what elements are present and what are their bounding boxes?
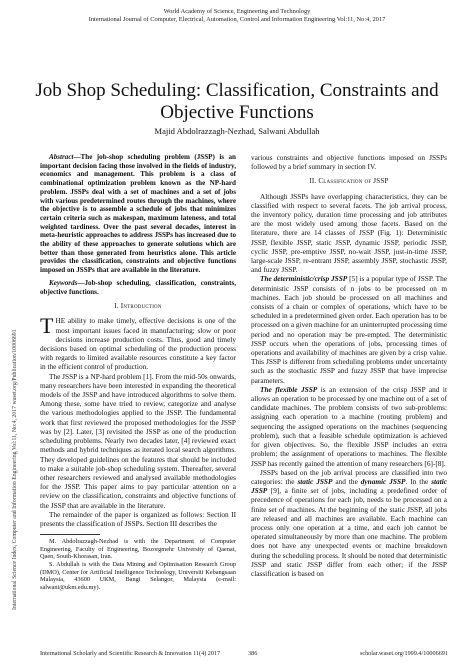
dynamic-jssp-label: dynamic JSSP — [360, 476, 406, 486]
keywords-text: —Job-shop scheduling, classification, constraints, objective functions. — [40, 278, 236, 296]
intro-paragraph-2: The JSSP is a NP-hard problem [1]. From the mid-50s onwards, many researchers have been interested in expanding the theoretical models of the JSSP and have introduced algorithms to solve them. Among these, some have tried to review, categorize and analyse the various methodologies applied to the JSSP. The fundamental work that first reviewed the proposed methodologies for the JSSP was by [2]. Later, [3] revisited the JSSP as one of the production scheduling problems. Nearly two decades later, [4] reviewed exact methods and hybrid techniques as iterated local search algorithms. They developed guidelines on the features that should be included to make a suitable job-shop scheduling system. Thereafter, several other researchers reviewed and analysed available methodologies for the JSSP. This paper aims to pay particular attention on a review on the classification, constraints and objective functions of the JSSP that are available in the literature. — [40, 371, 237, 510]
p4-part-c: and the — [332, 476, 361, 486]
paper-title: Job Shop Scheduling: Classification, Constraints and Objective Functions — [35, 80, 439, 123]
footnote-author-1: M. Abdolrazzagh-Nezhad is with the Department of Computer Engineering, Faculty of Engineering, Bozorgmehr University of Qaenat, Qaen, South-Khorasan, Iran. — [40, 538, 236, 561]
section-heading-introduction: I. Introduction — [114, 302, 162, 311]
header-line-1: World Academy of Science, Engineering and Technology — [163, 8, 311, 15]
dropcap-letter: T — [40, 313, 54, 339]
footer-journal: International Scholarly and Scientific Research & Innovation 11(4) 2017 — [40, 650, 221, 657]
deterministic-label: The deterministic/crisp JSSP — [260, 274, 348, 284]
flexible-label: The flexible JSSP — [260, 384, 318, 394]
abstract — [40, 153, 236, 275]
right-paragraph-2-text: [5] is a popular type of JSSP. The deterministic JSSP consists of n jobs to be processed on m machines. Each job should be processed on all machines and consists of a chain or complex of operations, which have to be scheduled in a predetermined given order. Each operation has to be processed on a given machine for an uninterrupted processing time period and no operation may be pre-empted. The deterministic JSSP occurs when the operations of jobs, processing times of operations and availability of machines are given by a crisp value. This JSSP is different from scheduling problems under uncertainty such as the stochastic JSSP and fuzzy JSSP that have imprecise parameters. — [251, 274, 447, 385]
right-paragraph-4 — [251, 468, 447, 578]
right-column — [251, 153, 447, 578]
side-index-text: International Science Index, Computer and Information Engineering Vol:11, No:4, 2017 waset.org/Publication/10006691 — [12, 329, 18, 610]
footnote-author-2: S. Abdullah is with the Data Mining and Optimisation Research Group (DMO), Center for Artificial Intelligence Technology, Universiti Kebangsaan Malaysia, 43600 UKM, Bangi Selangor, Malaysia (e-mail: salwani@ukm.edu.my). — [40, 560, 236, 591]
footer-page-number: 386 — [248, 650, 258, 657]
intro-paragraph-3: The remainder of the paper is organized as follows: Section II presents the classification of JSSPs. Section III describes the — [40, 509, 236, 528]
right-paragraph-1: Although JSSPs have overlapping characteristics, they can be classified with respect to several facets. The job arrival process, the inventory policy, duration time processing and job attributes are the most widely used among those facets. Based on the literature, there are 14 classes of JSSP (Fig. 1): Deterministic JSSP, flexible JSSP, static JSSP, dynamic JSSP, periodic JSSP, cyclic JSSP, pre-emptive JSSP, no-wait JSSP, just-in-time JSSP, large-scale JSSP, re-entrant JSSP, assembly JSSP, stochastic JSSP, and fuzzy JSSP. — [251, 191, 447, 275]
left-column — [40, 153, 236, 591]
right-paragraph-0: various constraints and objective functions imposed on JSSPs followed by a brief summary in section IV. — [251, 153, 447, 172]
paper-authors: Majid Abdolrazzagh-Nezhad, Salwani Abdullah — [154, 126, 320, 136]
right-paragraph-3 — [251, 385, 447, 468]
p4-part-g: [9], a finite set of jobs, including a predefined order of precedence of operations for each job, needs to be processed on a finite set of machines. At the beginning of the static JSSP, all jobs are released and all machines are available. Each machine can process only one operation at a time, and each job cannot be operated simultaneously by more than one machine. The problem does not have any unexpected events or machine breakdown during the scheduling process. It should be noted that deterministic JSSP and static JSSP differ from each other; if the JSSP classification is based on — [251, 486, 447, 578]
right-paragraph-2 — [251, 274, 447, 384]
static-jssp-label: static JSSP — [297, 476, 333, 486]
header-line-2: International Journal of Computer, Electrical, Automation, Control and Information Engineering Vol:11, No:4, 2017 — [88, 16, 386, 23]
keywords — [40, 279, 236, 296]
p4-part-a: JSSPs based on the job arrival process are classified into two categories: the — [251, 467, 447, 486]
footer-link[interactable]: scholar.waset.org/1999.4/10006691 — [359, 650, 448, 657]
section-heading-classification: II. Classification of JSSP — [309, 177, 389, 186]
p4-part-e: . In the — [405, 476, 432, 486]
abstract-text: —The job-shop scheduling problem (JSSP) is an important decision facing those involved in the fields of industry, economics and management. This problem is a class of combinational optimization problem known as the NP-hard problem. JSSPs deal with a set of machines and a set of jobs with various predetermined routes through the machines, where the objective is to assemble a schedule of jobs that minimizes certain criteria such as makespan, maximum lateness, and total weighted tardiness. Over the past several decades, interest in meta-heuristic approaches to address JSSPs has increased due to the ability of these approaches to generate solutions which are better than those generated from heuristics alone. This article provides the classification, constraints and objective functions imposed on JSSPs that are available in the literature. — [40, 153, 236, 275]
intro-paragraph-1-text: HE ability to make timely, effective decisions is one of the most important issues faced in manufacturing; slow or poor decisions increase production costs. Thus, good and timely decisions based on optimal scheduling of the production process with regards to limited available resources constitute a key factor in the efficient control of production. — [40, 316, 236, 372]
abstract-label: Abstract — [49, 153, 74, 161]
journal-header — [0, 8, 474, 24]
static-jssp-label-2: static JSSP — [251, 476, 447, 496]
footnote-divider — [40, 534, 100, 535]
keywords-label: Keywords — [49, 278, 78, 287]
intro-paragraph-1 — [40, 313, 236, 372]
right-paragraph-3-text: is an extension of the crisp JSSP and it allows an operation to be processed by one machine out of a set of candidate machines. The problem consists of two sub-problems: assigning each operation to a machine (routing problem) and sequencing the assigned operations on the machines (sequencing problem), such that a feasible schedule optimization is achieved for given objectives. So, the flexible JSSP includes an extra problem; the assignment of operations to machines. The flexible JSSP has recently gained the attention of many researchers [6]-[8]. — [251, 384, 447, 468]
